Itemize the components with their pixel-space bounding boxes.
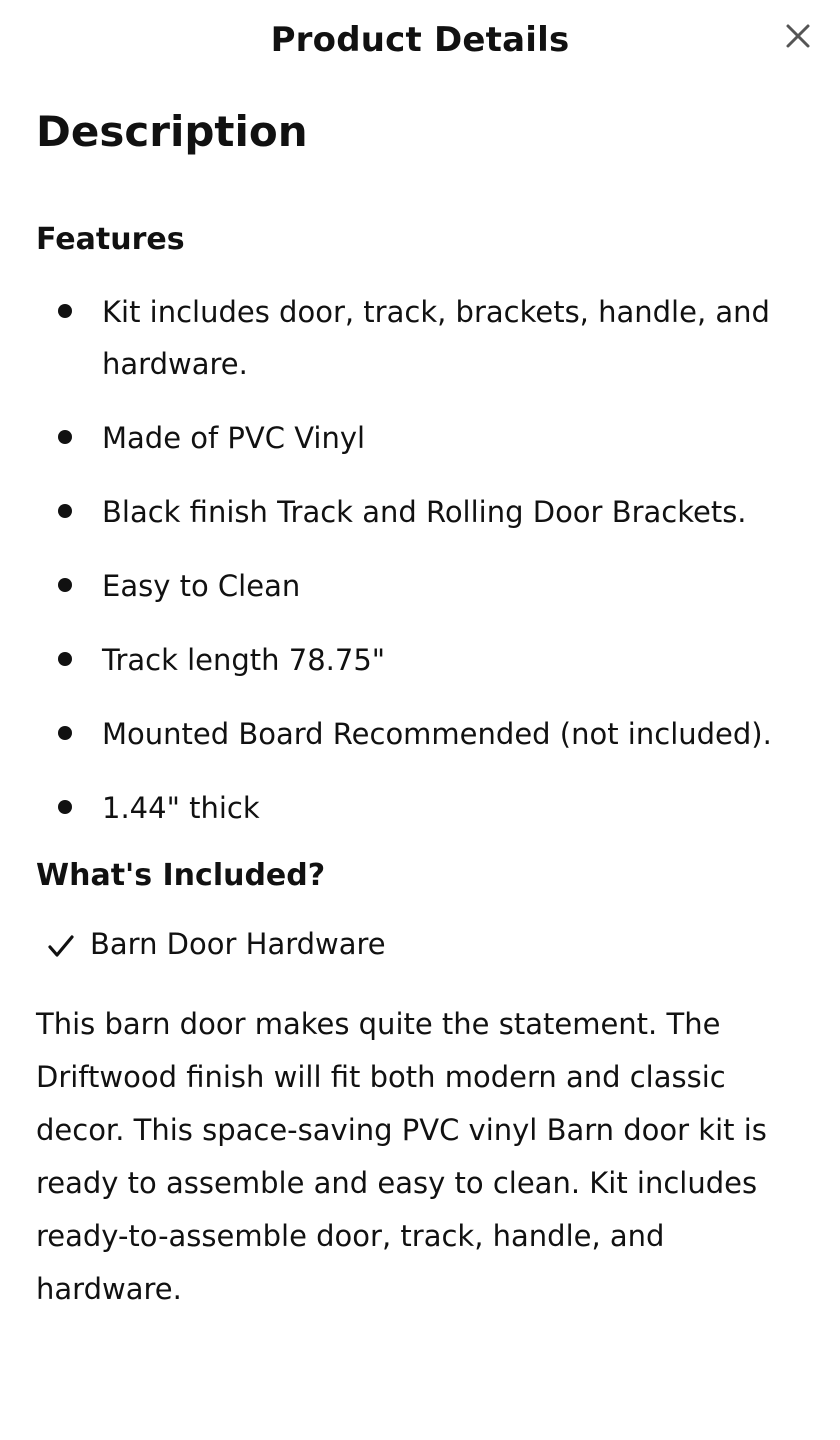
close-icon — [778, 16, 818, 56]
close-button[interactable] — [778, 16, 818, 56]
features-heading: Features — [36, 222, 185, 257]
bullet-icon — [58, 304, 72, 318]
bullet-icon — [58, 504, 72, 518]
description-paragraph: This barn door makes quite the statement. The Driftwood finish will fit both modern and classic decor. This space-saving PVC vinyl Barn door kit is ready to assemble and easy to clean. Kit includes ready-to-assemble door, track, handle, and hardware. — [36, 1007, 767, 1306]
feature-item — [36, 286, 804, 390]
feature-item — [36, 560, 804, 612]
feature-text: Track length 78.75" — [102, 643, 386, 677]
bullet-icon — [58, 578, 72, 592]
feature-item — [36, 486, 804, 538]
feature-text: Mounted Board Recommended (not included). — [102, 717, 772, 751]
feature-item — [36, 634, 804, 686]
feature-text: Black finish Track and Rolling Door Brackets. — [102, 495, 747, 529]
feature-text: Easy to Clean — [102, 569, 301, 603]
bullet-icon — [58, 800, 72, 814]
whats-included-heading: What's Included? — [36, 858, 326, 893]
feature-text: Made of PVC Vinyl — [102, 421, 366, 455]
feature-item — [36, 412, 804, 464]
check-icon — [46, 931, 76, 961]
included-item-text: Barn Door Hardware — [90, 927, 386, 961]
description-title: Description — [36, 107, 308, 156]
feature-item — [36, 708, 804, 760]
modal-header — [0, 0, 840, 84]
page-title: Product Details — [270, 20, 570, 60]
bullet-icon — [58, 652, 72, 666]
bullet-icon — [58, 726, 72, 740]
included-item — [36, 924, 804, 964]
feature-text: 1.44" thick — [102, 791, 260, 825]
feature-item — [36, 782, 804, 834]
product-details-content — [0, 106, 840, 1316]
feature-text: Kit includes door, track, brackets, handle, and hardware. — [102, 295, 770, 381]
bullet-icon — [58, 430, 72, 444]
features-list — [36, 286, 804, 834]
